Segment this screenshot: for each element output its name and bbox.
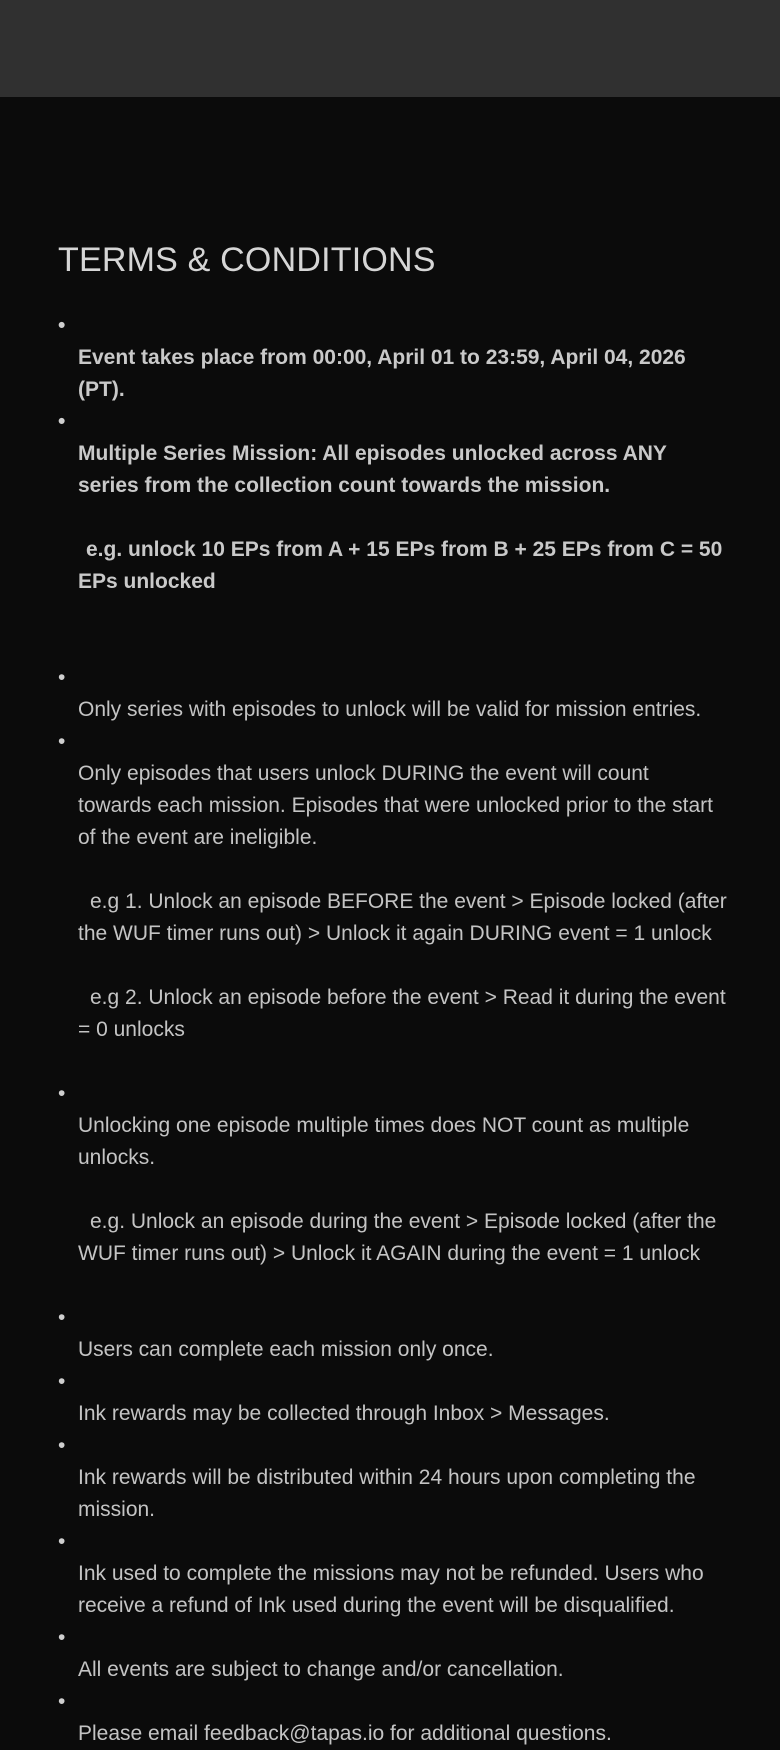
list-item — [58, 1686, 728, 1750]
rule-text: Ink used to complete the missions may not be refunded. Users who receive a refund of Ink used during the event will be disqualified. — [78, 1562, 704, 1617]
multiple-series-text: • Multiple Series Mission: All episodes unlocked across ANY series from the collection count towards the mission. — [78, 442, 667, 497]
list-item — [58, 726, 728, 1078]
multiple-series-example: e.g. unlock 10 EPs from A + 15 EPs from B + 25 EPs from C = 50 EPs unlocked — [78, 538, 723, 593]
list-item — [58, 1622, 728, 1686]
terms-section — [58, 238, 728, 1750]
rule-example: e.g 1. Unlock an episode BEFORE the event > Episode locked (after the WUF timer runs out) > Unlock it again DURING event = 1 unlock — [78, 890, 727, 945]
list-item — [58, 1366, 728, 1430]
rule-text: Only series with episodes to unlock will be valid for mission entries. — [78, 698, 702, 721]
top-bar — [0, 0, 780, 97]
rule-example: e.g. Unlock an episode during the event > Episode locked (after the WUF timer runs out) > Unlock it AGAIN during the event = 1 unlock — [78, 1210, 717, 1265]
list-item — [58, 1302, 728, 1366]
rule-text: All events are subject to change and/or cancellation. — [78, 1658, 564, 1681]
rules-list — [58, 662, 728, 1750]
rule-text: Ink rewards will be distributed within 24 hours upon completing the mission. — [78, 1466, 696, 1521]
list-item — [58, 1078, 728, 1302]
list-item — [58, 310, 728, 406]
highlight-list — [58, 310, 728, 630]
terms-title: TERMS & CONDITIONS — [58, 241, 436, 279]
rule-text: Ink rewards may be collected through Inbox > Messages. — [78, 1402, 610, 1425]
list-item — [58, 406, 728, 630]
rule-text: Please email feedback@tapas.io for additional questions. — [78, 1722, 612, 1745]
rule-example: e.g 2. Unlock an episode before the event > Read it during the event = 0 unlocks — [78, 986, 726, 1041]
event-dates-text: Event takes place from 00:00, April 01 to 23:59, April 04, 2026 (PT). — [78, 346, 686, 401]
rule-text: Users can complete each mission only once. — [78, 1338, 494, 1361]
list-item — [58, 662, 728, 726]
rule-text: • Unlocking one episode multiple times does NOT count as multiple unlocks. — [78, 1114, 690, 1169]
list-item — [58, 1526, 728, 1622]
list-item — [58, 1430, 728, 1526]
rule-text: • Only episodes that users unlock DURING the event will count towards each mission. Episodes that were unlocked prior to the start of the event are ineligible. — [78, 762, 713, 849]
